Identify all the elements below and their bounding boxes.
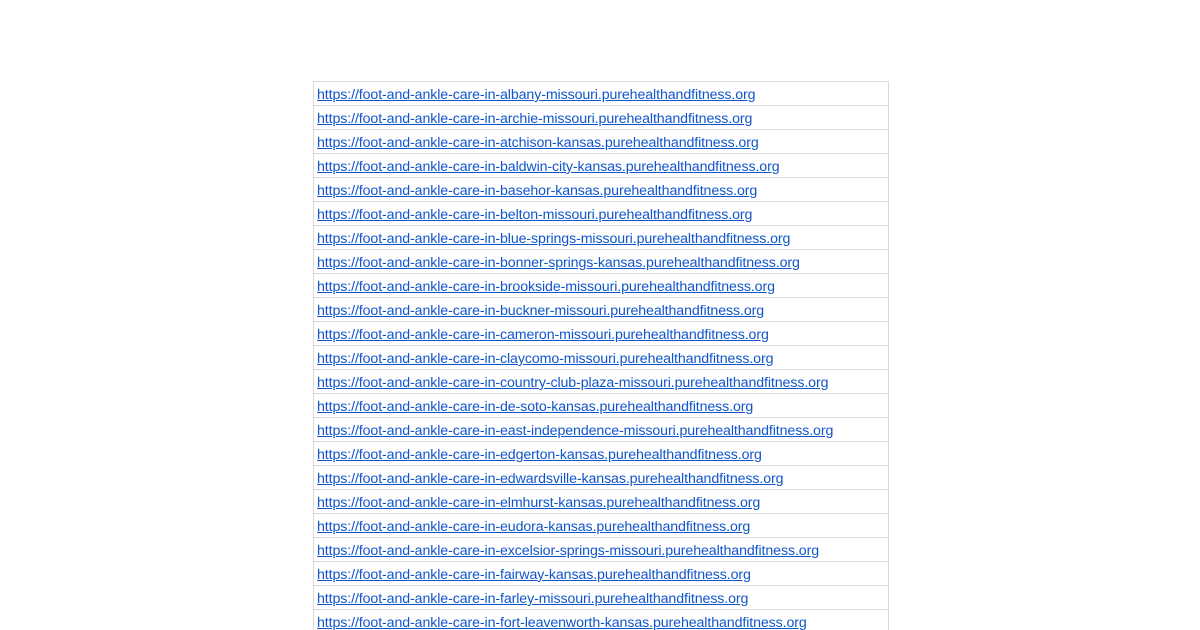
table-row <box>314 538 888 562</box>
link[interactable]: https://foot-and-ankle-care-in-albany-missouri.purehealthandfitness.org <box>317 87 756 103</box>
table-row <box>314 298 888 322</box>
table-row <box>314 394 888 418</box>
table-row <box>314 490 888 514</box>
link[interactable]: https://foot-and-ankle-care-in-basehor-kansas.purehealthandfitness.org <box>317 183 758 199</box>
link[interactable]: https://foot-and-ankle-care-in-fort-leavenworth-kansas.purehealthandfitness.org <box>317 615 807 630</box>
link[interactable]: https://foot-and-ankle-care-in-eudora-kansas.purehealthandfitness.org <box>317 519 751 535</box>
table-row <box>314 178 888 202</box>
link[interactable]: https://foot-and-ankle-care-in-buckner-missouri.purehealthandfitness.org <box>317 303 765 319</box>
link[interactable]: https://foot-and-ankle-care-in-claycomo-missouri.purehealthandfitness.org <box>317 351 774 367</box>
table-row <box>314 562 888 586</box>
table-row <box>314 586 888 610</box>
link[interactable]: https://foot-and-ankle-care-in-excelsior-springs-missouri.purehealthandfitness.org <box>317 543 819 559</box>
link[interactable]: https://foot-and-ankle-care-in-edwardsville-kansas.purehealthandfitness.org <box>317 471 784 487</box>
table-row <box>314 442 888 466</box>
link[interactable]: https://foot-and-ankle-care-in-east-independence-missouri.purehealthandfitness.org <box>317 423 834 439</box>
table-row <box>314 154 888 178</box>
table-row <box>314 226 888 250</box>
link[interactable]: https://foot-and-ankle-care-in-baldwin-city-kansas.purehealthandfitness.org <box>317 159 780 175</box>
link[interactable]: https://foot-and-ankle-care-in-cameron-missouri.purehealthandfitness.org <box>317 327 769 343</box>
table-row <box>314 346 888 370</box>
link[interactable]: https://foot-and-ankle-care-in-atchison-kansas.purehealthandfitness.org <box>317 135 759 151</box>
link[interactable]: https://foot-and-ankle-care-in-blue-springs-missouri.purehealthandfitness.org <box>317 231 791 247</box>
table-row <box>314 202 888 226</box>
table-row <box>314 106 888 130</box>
link[interactable]: https://foot-and-ankle-care-in-belton-missouri.purehealthandfitness.org <box>317 207 753 223</box>
table-row <box>314 250 888 274</box>
table-row <box>314 82 888 106</box>
link[interactable]: https://foot-and-ankle-care-in-farley-missouri.purehealthandfitness.org <box>317 591 749 607</box>
table-row <box>314 418 888 442</box>
table-row <box>314 370 888 394</box>
link[interactable]: https://foot-and-ankle-care-in-brookside-missouri.purehealthandfitness.org <box>317 279 775 295</box>
table-row <box>314 514 888 538</box>
link[interactable]: https://foot-and-ankle-care-in-country-club-plaza-missouri.purehealthandfitness.org <box>317 375 829 391</box>
link[interactable]: https://foot-and-ankle-care-in-elmhurst-kansas.purehealthandfitness.org <box>317 495 761 511</box>
link[interactable]: https://foot-and-ankle-care-in-de-soto-kansas.purehealthandfitness.org <box>317 399 754 415</box>
link-table <box>313 81 889 630</box>
table-row <box>314 466 888 490</box>
table-row <box>314 322 888 346</box>
table-row <box>314 610 888 630</box>
link[interactable]: https://foot-and-ankle-care-in-archie-missouri.purehealthandfitness.org <box>317 111 753 127</box>
table-row <box>314 130 888 154</box>
table-row <box>314 274 888 298</box>
link[interactable]: https://foot-and-ankle-care-in-edgerton-kansas.purehealthandfitness.org <box>317 447 762 463</box>
link[interactable]: https://foot-and-ankle-care-in-bonner-springs-kansas.purehealthandfitness.org <box>317 255 800 271</box>
link[interactable]: https://foot-and-ankle-care-in-fairway-kansas.purehealthandfitness.org <box>317 567 751 583</box>
